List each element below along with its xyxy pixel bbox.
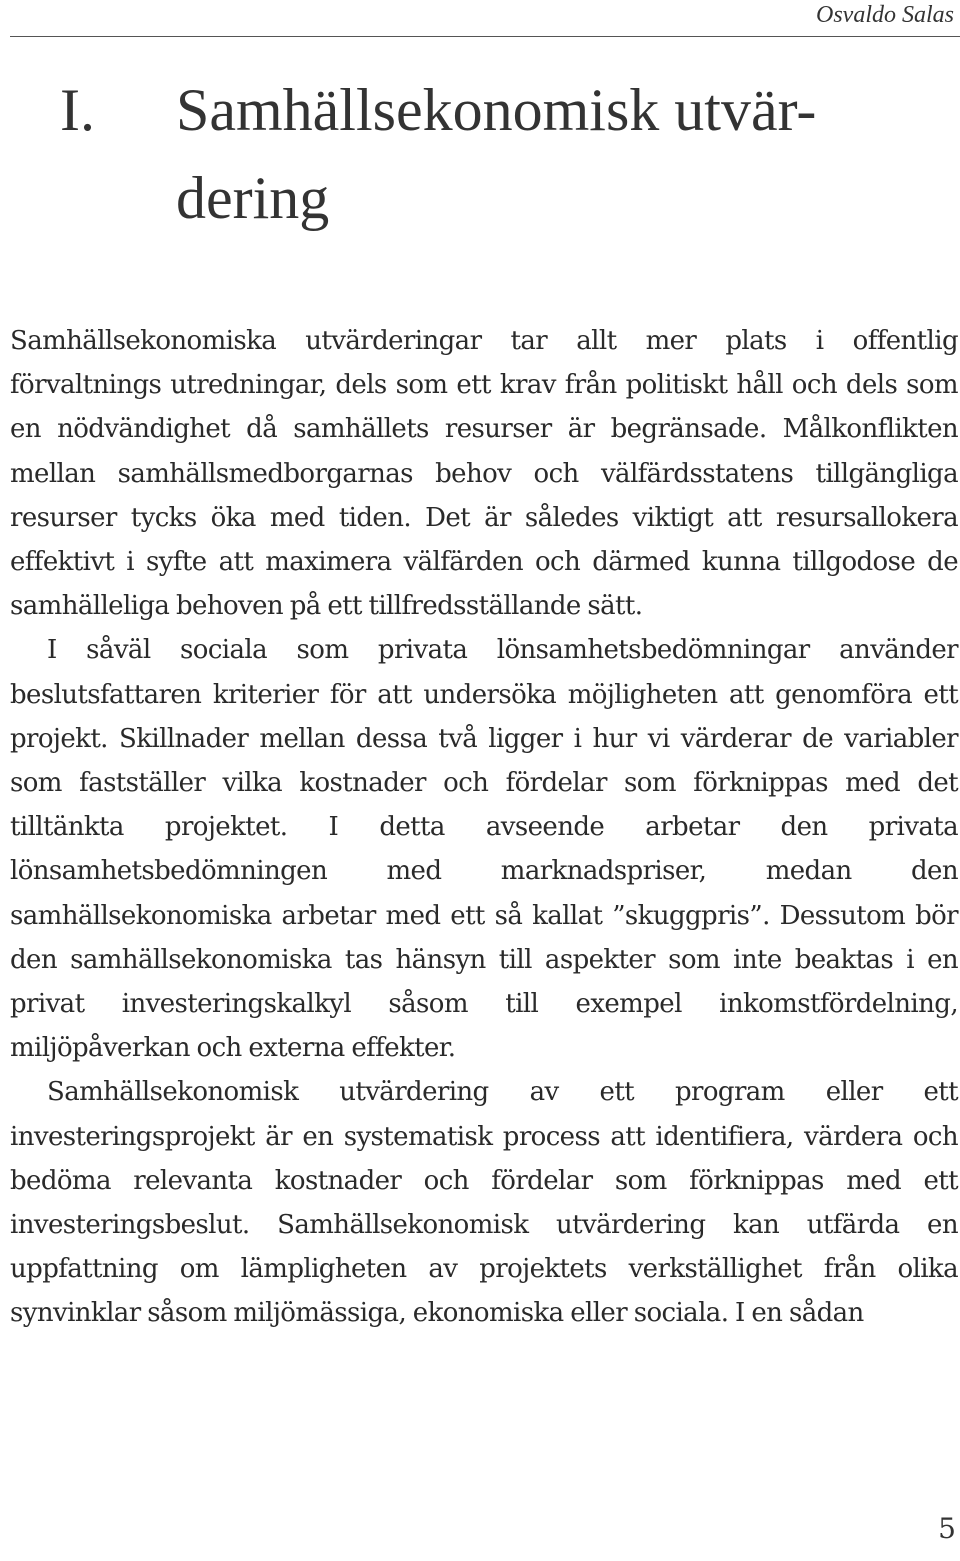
paragraph-3: Samhällsekonomisk utvärdering av ett program eller ett investeringsprojekt är en systematisk process att identifiera, värdera och bedöma relevanta kostnader och fördelar som förknippas med ett investeringsbeslut. Samhällsekonomisk utvärdering kan utfärda en uppfattning om lämpligheten av projektets verkställighet från olika synvinklar såsom miljömässiga, ekonomiska eller sociala. I en sådan <box>10 1077 958 1329</box>
body-text <box>10 319 958 1336</box>
paragraph-1: Samhällsekonomiska utvärderingar tar allt mer plats i offentlig förvaltnings utredningar, dels som ett krav från politiskt håll och dels som en nödvändighet då samhällets resurser är begränsade. Målkonflikten mellan samhällsmedborgarnas behov och välfärdsstatens tillgängliga resurser tycks öka med tiden. Det är således viktigt att resursallokera effektivt i syfte att maximera välfärden och därmed kunna tillgodose de samhälleliga behoven på ett tillfredsställande sätt. <box>10 326 958 622</box>
chapter-title: Samhällsekonomisk utvär-dering <box>176 77 817 231</box>
chapter-number: I. <box>60 77 95 143</box>
chapter-heading <box>60 66 960 242</box>
header-rule <box>10 36 960 37</box>
running-head: Osvaldo Salas <box>816 2 954 28</box>
page-number: 5 <box>938 1512 956 1545</box>
paragraph-2: I såväl sociala som privata lönsamhetsbedömningar använder beslutsfattaren kriterier för att undersöka möjligheten att genomföra ett projekt. Skillnader mellan dessa två ligger i hur vi värderar de variabler som fastställer vilka kostnader och fördelar som förknippas med det tilltänkta projektet. I detta avseende arbetar den privata lönsamhetsbedömningen med marknadspriser, medan den samhällsekonomiska arbetar med ett så kallat ”skuggpris”. Dessutom bör den samhällsekonomiska tas hänsyn till aspekter som inte beaktas i en privat investeringskalkyl såsom till exempel inkomstfördelning, miljöpåverkan och externa effekter. <box>10 635 958 1064</box>
